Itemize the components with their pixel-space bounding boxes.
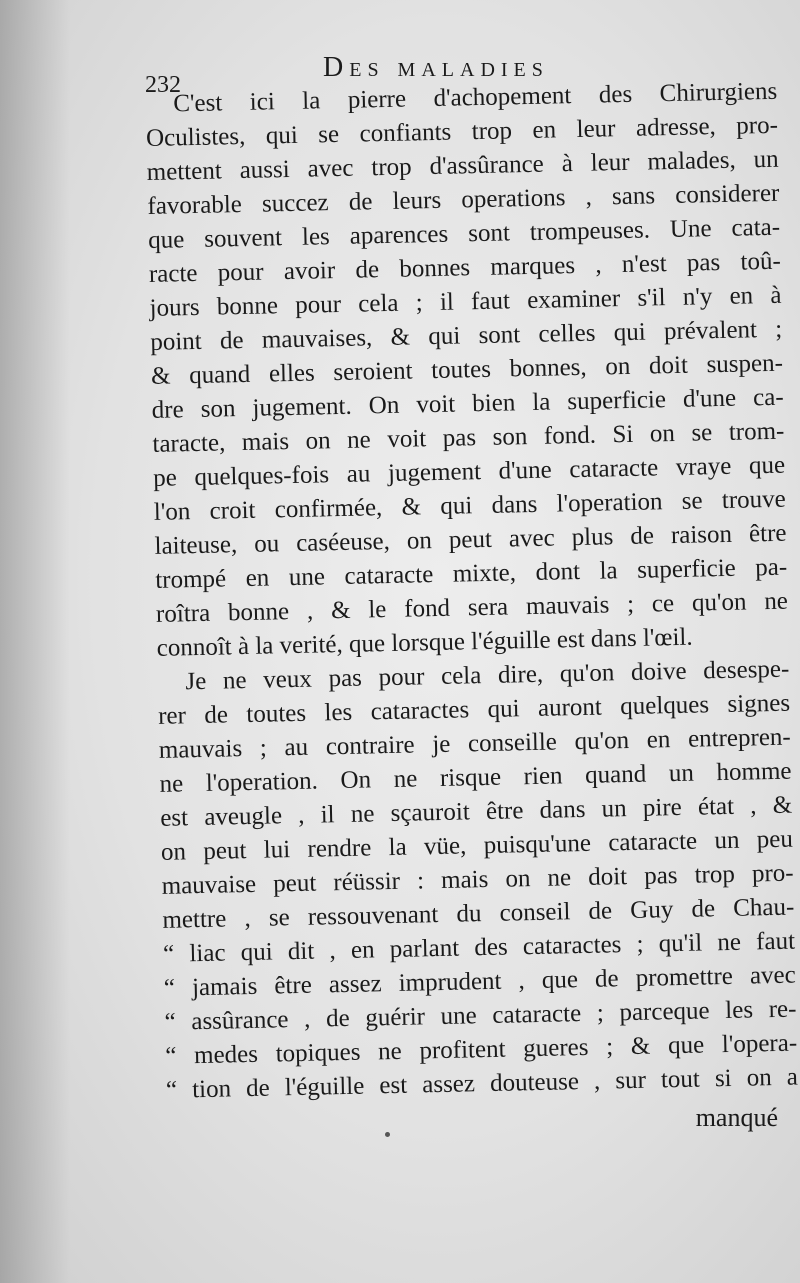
text-line: Oculistes, qui se confiants trop en leur adresse, pro- xyxy=(145,111,779,152)
text-line: que souvent les aparences sont trompeuses. Une cata- xyxy=(147,213,781,254)
text-line: on peut lui rendre la vüe, puisqu'une cataracte un peu xyxy=(160,825,794,866)
text-line: point de mauvaises, & qui sont celles qui prévalent ; xyxy=(150,315,783,356)
text-line: mauvaise peut réüssir : mais on ne doit pas trop pro- xyxy=(161,859,794,900)
catchword: manqué xyxy=(695,1103,778,1132)
text-line: ne l'operation. On ne risque rien quand un homme xyxy=(159,757,792,798)
text-line: connoît à la verité, que lorsque l'éguille est dans l'œil. xyxy=(156,623,693,662)
text-line: roîtra bonne , & le fond sera mauvais ; ce qu'on ne xyxy=(155,587,789,628)
text-line: C'est ici la pierre d'achopement des Chirurgiens xyxy=(173,77,778,118)
text-line: mettre , se ressouvenant du conseil de Guy de Chau- xyxy=(162,893,795,934)
text-line: Je ne veux pas pour cela dire, qu'on doive desespe- xyxy=(185,655,790,696)
text-line: taracte, mais on ne voit pas son fond. Si on se trom- xyxy=(152,417,785,458)
text-line: jours bonne pour cela ; il faut examiner s'il n'y en à xyxy=(149,281,782,322)
text-line: laiteuse, ou caséeuse, on peut avec plus de raison être xyxy=(154,519,787,560)
text-line: racte pour avoir de bonnes marques , n'est pas toû- xyxy=(148,247,782,288)
text-line: “ assûrance , de guérir une cataracte ; parceque les re- xyxy=(164,995,797,1036)
text-line: pe quelques-fois au jugement d'une cataracte vraye que xyxy=(152,451,786,492)
text-line: & quand elles seroient toutes bonnes, on doit suspen- xyxy=(150,349,784,390)
text-line: “ tion de l'éguille est assez douteuse , sur tout si on a xyxy=(165,1063,799,1104)
text-line: rer de toutes les cataractes qui auront quelques signes xyxy=(157,689,791,730)
body-text xyxy=(145,75,798,1108)
text-line: l'on croit confirmée, & qui dans l'operation se trouve xyxy=(153,485,787,526)
ink-speck xyxy=(385,1132,390,1137)
page-number: 232 xyxy=(145,72,181,98)
text-line: dre son jugement. On voit bien la superficie d'une ca- xyxy=(151,383,784,424)
text-line: trompé en une cataracte mixte, dont la superficie pa- xyxy=(155,553,788,594)
text-line: “ medes topiques ne profitent gueres ; & que l'opera- xyxy=(165,1029,798,1070)
text-line: “ liac qui dit , en parlant des cataractes ; qu'il ne faut xyxy=(162,927,796,968)
text-line: favorable succez de leurs operations , sans considerer xyxy=(147,179,780,220)
text-line: mettent aussi avec trop d'assûrance à leur malades, un xyxy=(146,145,779,186)
text-line: “ jamais être assez imprudent , que de promettre avec xyxy=(163,961,797,1002)
text-line: mauvais ; au contraire je conseille qu'on en entrepren- xyxy=(158,723,792,764)
running-head: Des maladies xyxy=(323,52,549,83)
text-line: est aveugle , il ne sçauroit être dans un pire état , & xyxy=(160,791,793,832)
